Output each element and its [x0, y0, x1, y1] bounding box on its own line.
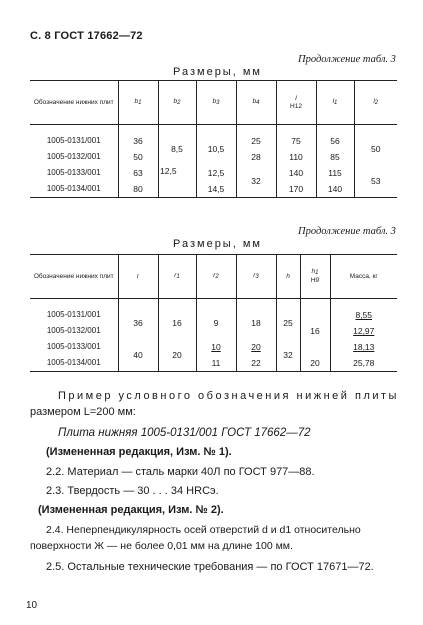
- table-row: 1005-0134/001: [46, 184, 101, 193]
- table-cell: 20: [236, 339, 276, 355]
- table-cell: 140: [316, 181, 354, 198]
- table-cell: 8,55: [330, 299, 397, 324]
- table-cell: 32: [276, 339, 300, 372]
- table1-continuation: Продолжение табл. 3: [298, 54, 396, 65]
- t1-col-designation: Обозначение нижних плит: [30, 81, 118, 125]
- table-cell: 10: [196, 339, 236, 355]
- table-cell: 12,97: [330, 323, 397, 339]
- table-row: 1005-0131/001: [46, 136, 101, 145]
- t1-col-l2: l2: [354, 81, 397, 125]
- table-cell: 25,78: [330, 355, 397, 372]
- table-cell: 18: [236, 299, 276, 340]
- paragraph-2-4-line-2: поверхности Ж — не более 0,01 мм на длине 100 мм.: [30, 540, 293, 552]
- table-cell: 53: [354, 165, 397, 198]
- table-cell: 28: [236, 149, 276, 165]
- table-row: 1005-0133/001: [46, 168, 101, 177]
- t2-col-r2: r2: [196, 255, 236, 299]
- table-cell: 14,5: [196, 181, 236, 198]
- example-line-2: размером L=200 мм:: [30, 406, 136, 418]
- t2-col-h1: h1 H9: [300, 255, 330, 299]
- table-cell: 63: [118, 165, 158, 181]
- table2-units: Размеры, мм: [173, 238, 262, 250]
- table2-continuation: Продолжение табл. 3: [298, 226, 396, 237]
- table-cell: 32: [236, 165, 276, 198]
- table-cell: 18,13: [330, 339, 397, 355]
- t1-col-l-h12: l H12: [276, 81, 316, 125]
- table-cell: 140: [276, 165, 316, 181]
- paragraph-2-3: 2.3. Твердость — 30 . . . 34 HRCэ.: [46, 485, 219, 497]
- table-cell: 50: [118, 149, 158, 165]
- table-cell: 75: [276, 125, 316, 150]
- table-cell: 50: [354, 125, 397, 166]
- amended-note-2: (Измененная редакция, Изм. № 2).: [38, 504, 224, 516]
- table-row: 1005-0132/001: [46, 326, 101, 335]
- paragraph-2-2: 2.2. Материал — сталь марки 40Л по ГОСТ 977—88.: [46, 466, 315, 478]
- t2-col-designation: Обозначение нижних плит: [30, 255, 118, 299]
- t1-col-b3: b3: [196, 81, 236, 125]
- table-cell: 115: [316, 165, 354, 181]
- t2-col-r1: r1: [158, 255, 196, 299]
- table-cell: 56: [316, 125, 354, 150]
- table-cell: 85: [316, 149, 354, 165]
- table-cell: 20: [300, 355, 330, 372]
- table-cell: 36: [118, 125, 158, 150]
- t1-col-l1: l1: [316, 81, 354, 125]
- t1-col-b1: b1: [118, 81, 158, 125]
- t2-col-mass: Масса, кг: [330, 255, 397, 299]
- table-cell: 9: [196, 299, 236, 340]
- table-cell: 80: [118, 181, 158, 198]
- example-designation: Плита нижняя 1005-0131/001 ГОСТ 17662—72: [58, 427, 311, 439]
- table-cell: 25: [276, 299, 300, 340]
- table-cell: 16: [158, 299, 196, 340]
- table-cell: 36: [118, 299, 158, 340]
- t2-col-r: r: [118, 255, 158, 299]
- table2: [30, 254, 397, 372]
- table-cell: 16: [300, 299, 330, 356]
- table-cell: 170: [276, 181, 316, 198]
- table-cell: 8,5: [158, 125, 196, 166]
- t1-col-b4: b4: [236, 81, 276, 125]
- table-cell: 10,5: [196, 125, 236, 166]
- table1-units: Размеры, мм: [173, 66, 262, 78]
- t2-col-h: h: [276, 255, 300, 299]
- example-line-1: Пример условного обозначения нижней плиты: [58, 390, 399, 402]
- amended-note-1: (Измененная редакция, Изм. № 1).: [46, 446, 232, 458]
- table1: [30, 80, 397, 198]
- table-cell: 25: [236, 125, 276, 150]
- page-number: 10: [26, 600, 38, 611]
- t2-col-r3: r3: [236, 255, 276, 299]
- table-cell: 110: [276, 149, 316, 165]
- table-row: 1005-0131/001: [46, 310, 101, 319]
- table-cell: 22: [236, 355, 276, 372]
- table-cell: 20: [158, 339, 196, 372]
- table-row: 1005-0134/001: [46, 358, 101, 367]
- t1-col-b2: b2: [158, 81, 196, 125]
- paragraph-2-5: 2.5. Остальные технические требования — по ГОСТ 17671—72.: [46, 561, 374, 573]
- table-row: 1005-0132/001: [46, 152, 101, 161]
- paragraph-2-4-line-1: 2.4. Неперпендикулярность осей отверстий d и d1 относительно: [46, 524, 361, 536]
- table-cell: 40: [118, 339, 158, 372]
- t1-b2-last: 12,5: [160, 166, 177, 176]
- table-cell: 11: [196, 355, 236, 372]
- table-cell: 12,5: [196, 165, 236, 181]
- page-header: С. 8 ГОСТ 17662—72: [30, 30, 143, 42]
- table-row: 1005-0133/001: [46, 342, 101, 351]
